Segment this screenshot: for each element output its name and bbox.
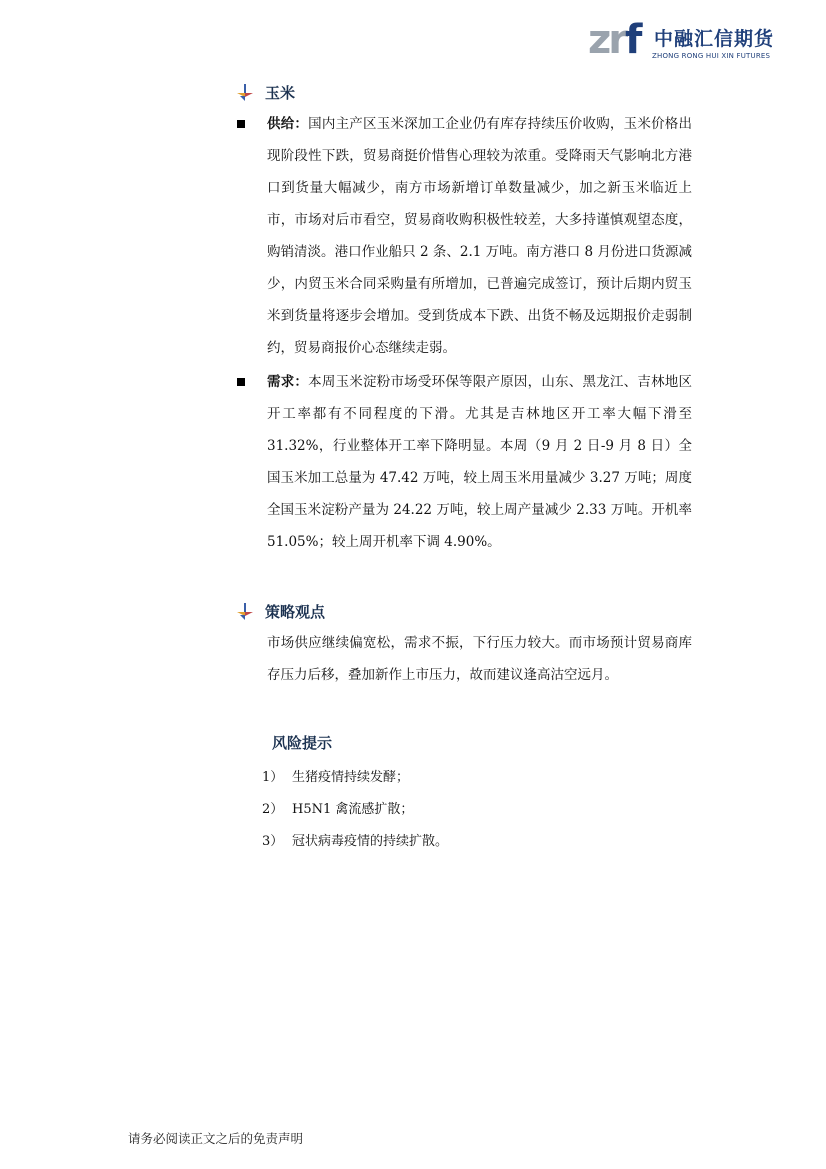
corn-section-title: 玉米 (265, 84, 296, 102)
risk-item: 2） H5N1 禽流感扩散； (262, 802, 414, 817)
footer-disclaimer: 请务必阅读正文之后的免责声明 (128, 1131, 304, 1146)
strategy-section-heading (237, 601, 325, 622)
corn-section-heading (237, 82, 295, 103)
logo-name-cn: 中融汇信期货 (654, 28, 775, 50)
company-logo (588, 18, 778, 66)
demand-paragraph (267, 366, 692, 558)
section-marker-icon (237, 84, 253, 102)
section-marker-icon (237, 603, 253, 621)
bullet-icon (237, 378, 245, 386)
bullet-icon (237, 120, 245, 128)
supply-paragraph (267, 108, 692, 364)
strategy-section-title: 策略观点 (265, 603, 326, 621)
risk-item: 3） 冠状病毒疫情的持续扩散。 (262, 834, 449, 849)
supply-text: 国内主产区玉米深加工企业仍有库存持续压价收购，玉米价格出现阶段性下跌，贸易商挺价惜售心理较为浓重。受降雨天气影响北方港口到货量大幅减少，南方市场新增订单数量减少，加之新玉米临近上市，市场对后市看空，贸易商收购积极性较差，大多持谨慎观望态度，购销清淡。港口作业船只 2 条、2.1 万吨。南方港口 8 月份进口货源减少，内贸玉米合同采购量有所增加，已普遍完成签订，预计后期内贸玉米到货量将逐步会增加。受到货成本下跌、出货不畅及远期报价走弱制约，贸易商报价心态继续走弱。 (267, 116, 693, 356)
demand-text: 本周玉米淀粉市场受环保等限产原因，山东、黑龙江、吉林地区开工率都有不同程度的下滑。尤其是吉林地区开工率大幅下滑至 31.32%，行业整体开工率下降明显。本周（9 月 2 日-9 月 8 日）全国玉米加工总量为 47.42 万吨，较上周玉米用量减少 3.27 万吨；周度全国玉米淀粉产量为 24.22 万吨，较上周产量减少 2.33 万吨。开机率 51.05%；较上周开机率下调 4.90%。 (267, 374, 693, 550)
logo-name-en: ZHONG RONG HUI XIN FUTURES (652, 52, 771, 60)
supply-label: 供给： (267, 116, 309, 132)
demand-label: 需求： (267, 374, 309, 390)
risk-section-title: 风险提示 (272, 734, 333, 752)
logo-mark: zrf (588, 17, 640, 63)
strategy-paragraph: 市场供应继续偏宽松，需求不振，下行压力较大。而市场预计贸易商库存压力后移，叠加新作上市压力，故而建议逢高沽空远月。 (267, 635, 692, 683)
risk-item: 1） 生猪疫情持续发酵； (262, 770, 410, 785)
